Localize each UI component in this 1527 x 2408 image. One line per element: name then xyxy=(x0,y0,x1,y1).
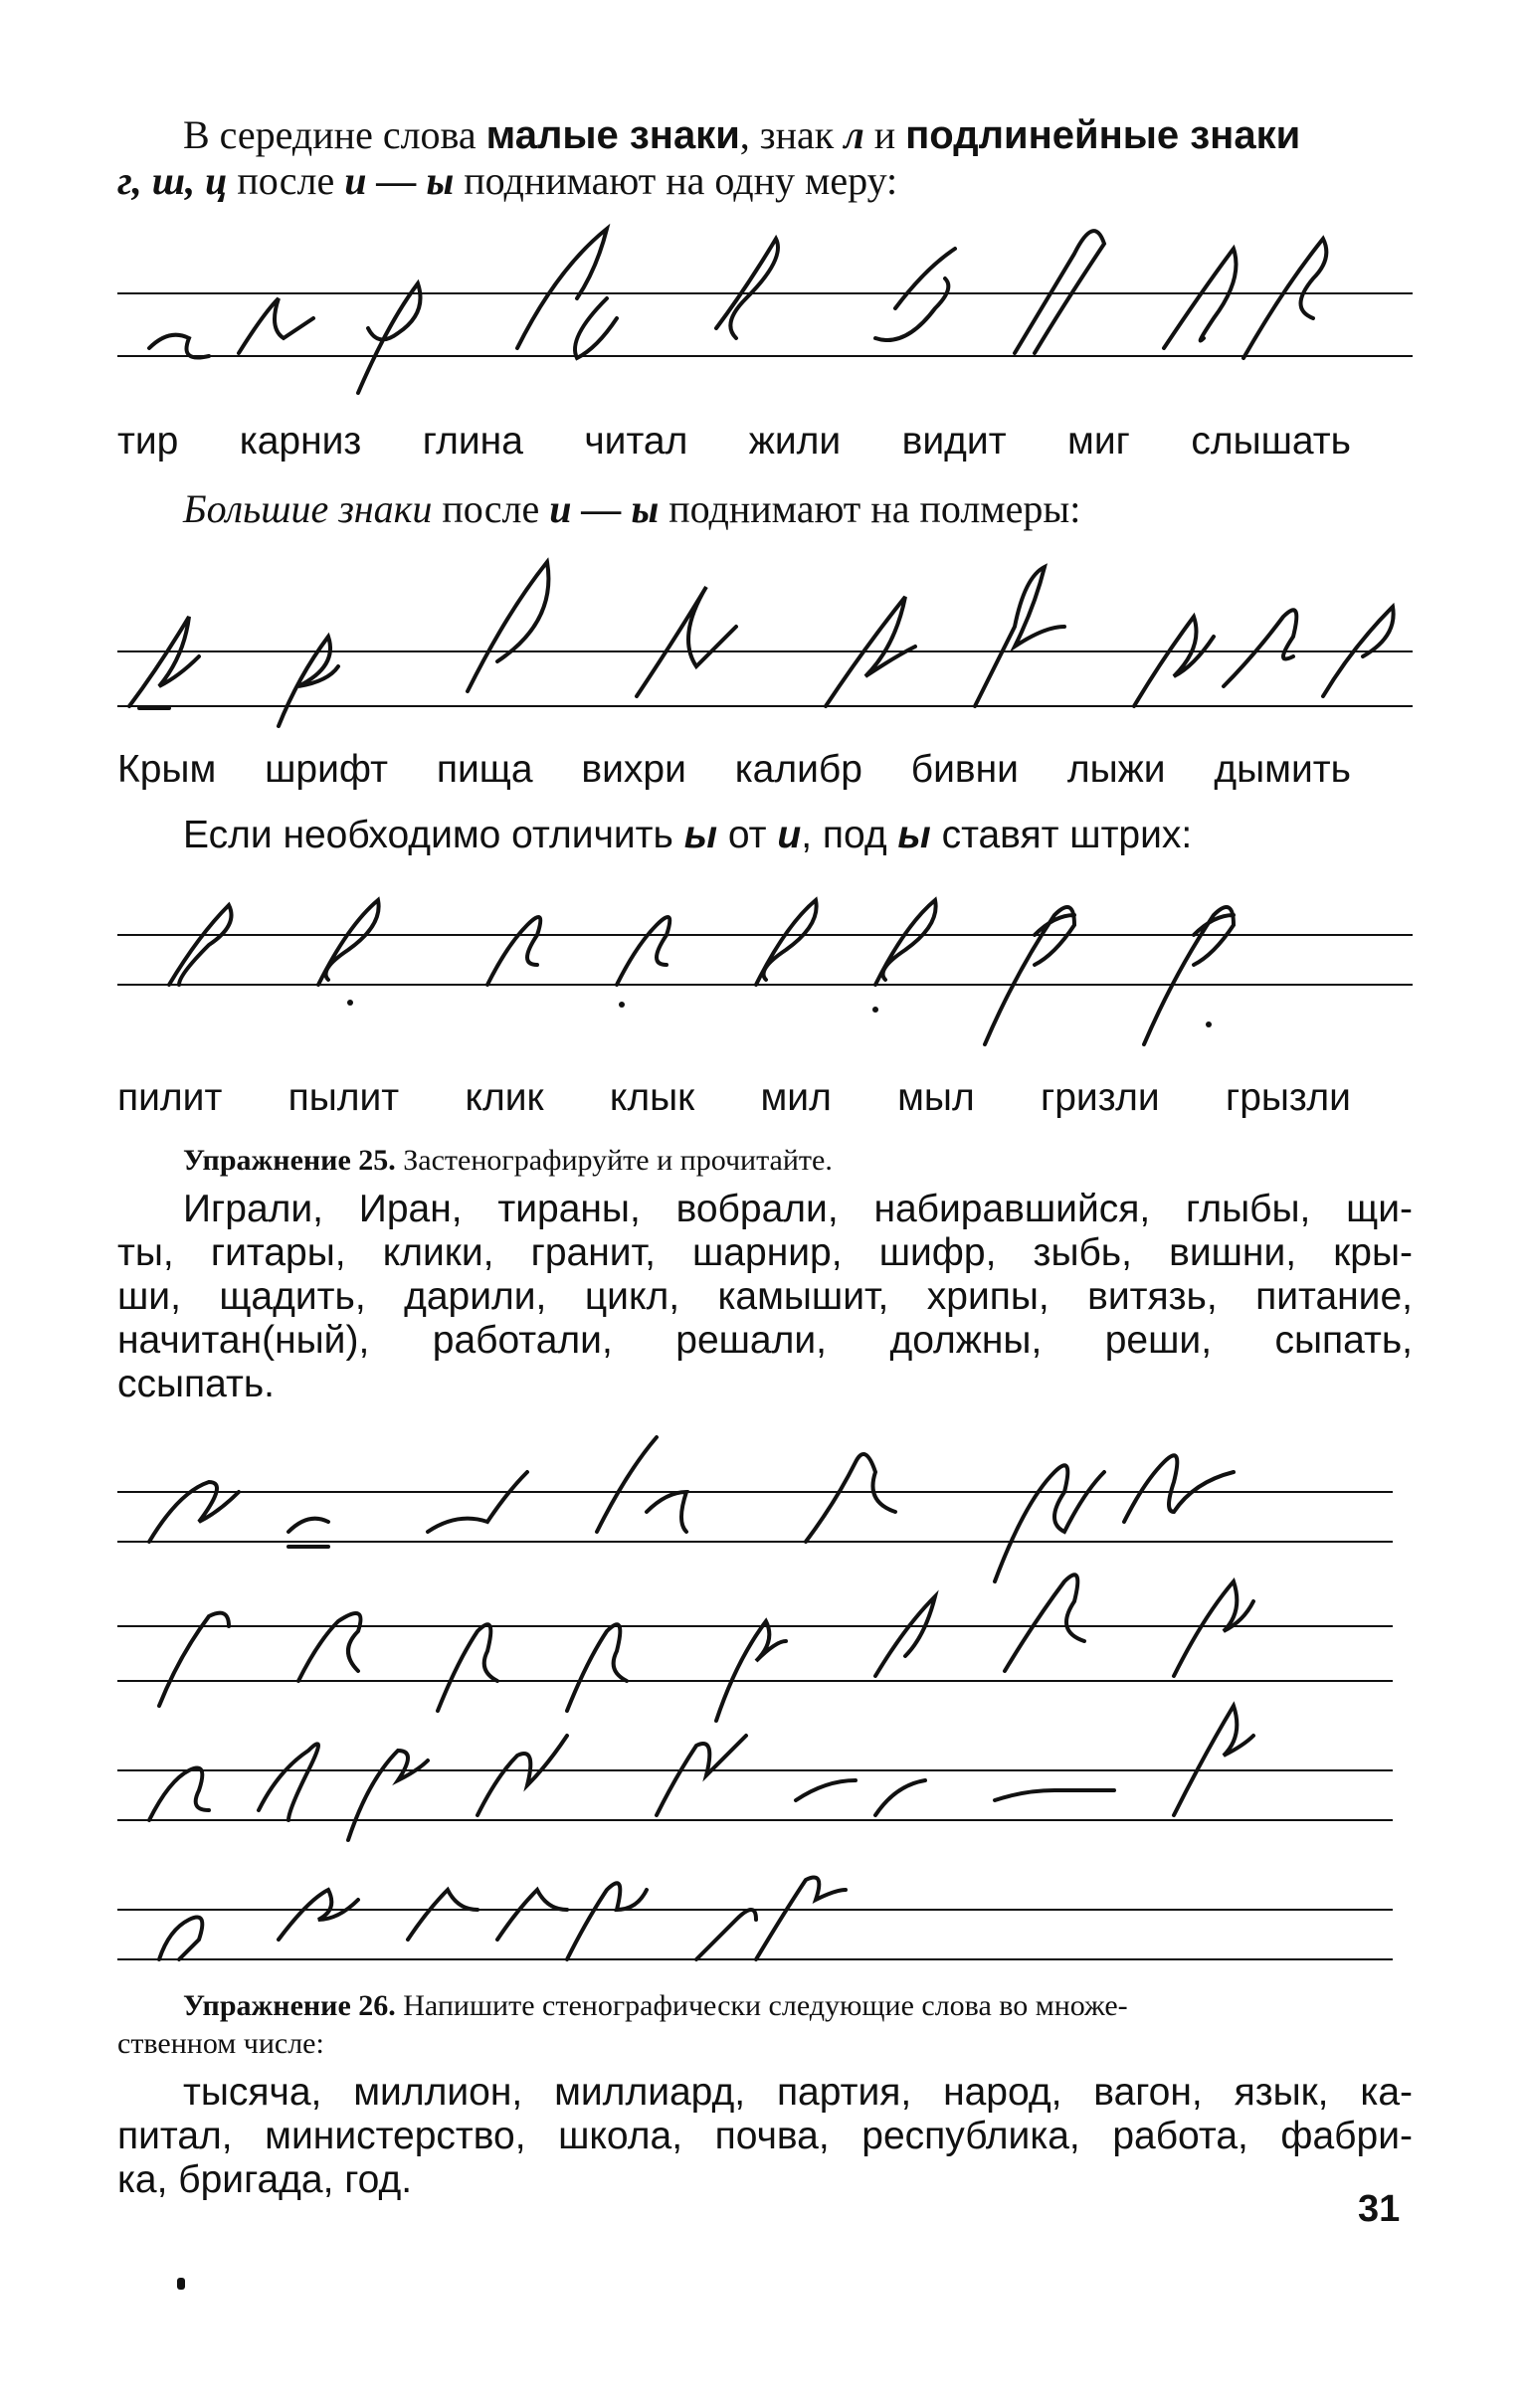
shorthand-example-row-1 xyxy=(0,219,1527,418)
example-word: глина xyxy=(422,420,523,463)
intro-line-1: В середине слова малые знаки, знак л и подлинейные знаки xyxy=(183,112,1301,157)
print-mark xyxy=(177,2278,185,2290)
example-words-row-3 xyxy=(117,1076,1351,1120)
example-word: бивни xyxy=(910,748,1019,791)
example-word: слышать xyxy=(1191,420,1351,463)
example-word: клик xyxy=(465,1076,544,1119)
shorthand-example-row-2 xyxy=(0,547,1527,746)
shorthand-exercise-block xyxy=(0,1422,1527,1979)
example-word: дымить xyxy=(1214,748,1351,791)
exercise-25-line: ши, щадить, дарили, цикл, камышит, хрипы, витязь, питание, xyxy=(117,1275,1413,1318)
exercise-25-line: ссыпать. xyxy=(117,1363,275,1405)
example-word: жили xyxy=(748,420,842,463)
exercise-26-heading: Упражнение 26. Напишите стенографически следующие слова во множе- xyxy=(183,1989,1128,2022)
example-word: Крым xyxy=(117,748,217,791)
exercise-26-line: ка, бригада, год. xyxy=(117,2158,413,2201)
example-word: видит xyxy=(901,420,1007,463)
example-word: грызли xyxy=(1225,1076,1351,1119)
example-word: карниз xyxy=(239,420,362,463)
example-words-row-1 xyxy=(117,420,1351,463)
exercise-25-line: начитан(ный), работали, решали, должны, реши, сыпать, xyxy=(117,1319,1413,1362)
exercise-25-line: ты, гитары, клики, гранит, шарнир, шифр, зыбь, вишни, кры- xyxy=(117,1231,1413,1274)
exercise-25-line: Играли, Иран, тираны, вобрали, набиравшийся, глыбы, щи- xyxy=(183,1188,1413,1230)
exercise-26-text xyxy=(117,2071,1413,2202)
example-word: пища xyxy=(436,748,533,791)
example-word: клык xyxy=(609,1076,695,1119)
example-word: пилит xyxy=(117,1076,223,1119)
exercise-26-line: питал, министерство, школа, почва, республика, работа, фабри- xyxy=(117,2115,1413,2157)
rule-distinguish: Если необходимо отличить ы от и, под ы ставят штрих: xyxy=(183,814,1193,856)
exercise-25-heading: Упражнение 25. Застенографируйте и прочитайте. xyxy=(183,1144,833,1177)
shorthand-example-row-3 xyxy=(0,875,1527,1054)
example-words-row-2 xyxy=(117,748,1351,792)
example-word: шрифт xyxy=(265,748,388,791)
exercise-26-line: тысяча, миллион, миллиард, партия, народ, вагон, язык, ка- xyxy=(183,2071,1413,2114)
example-word: пылит xyxy=(287,1076,400,1119)
exercise-25-text xyxy=(117,1188,1413,1406)
intro-line-2: г, ш, ц после и — ы поднимают на одну меру: xyxy=(117,158,898,203)
example-word: калибр xyxy=(734,748,862,791)
example-word: лыжи xyxy=(1066,748,1166,791)
example-word: гризли xyxy=(1041,1076,1160,1119)
example-word: миг xyxy=(1067,420,1130,463)
page-number: 31 xyxy=(1358,2188,1401,2230)
example-word: мыл xyxy=(897,1076,975,1119)
example-word: тир xyxy=(117,420,179,463)
rule-big-signs: Большие знаки после и — ы поднимают на полмеры: xyxy=(183,486,1081,531)
exercise-26-heading-cont: ственном числе: xyxy=(117,2027,324,2060)
example-word: читал xyxy=(584,420,688,463)
example-word: вихри xyxy=(581,748,686,791)
example-word: мил xyxy=(760,1076,832,1119)
